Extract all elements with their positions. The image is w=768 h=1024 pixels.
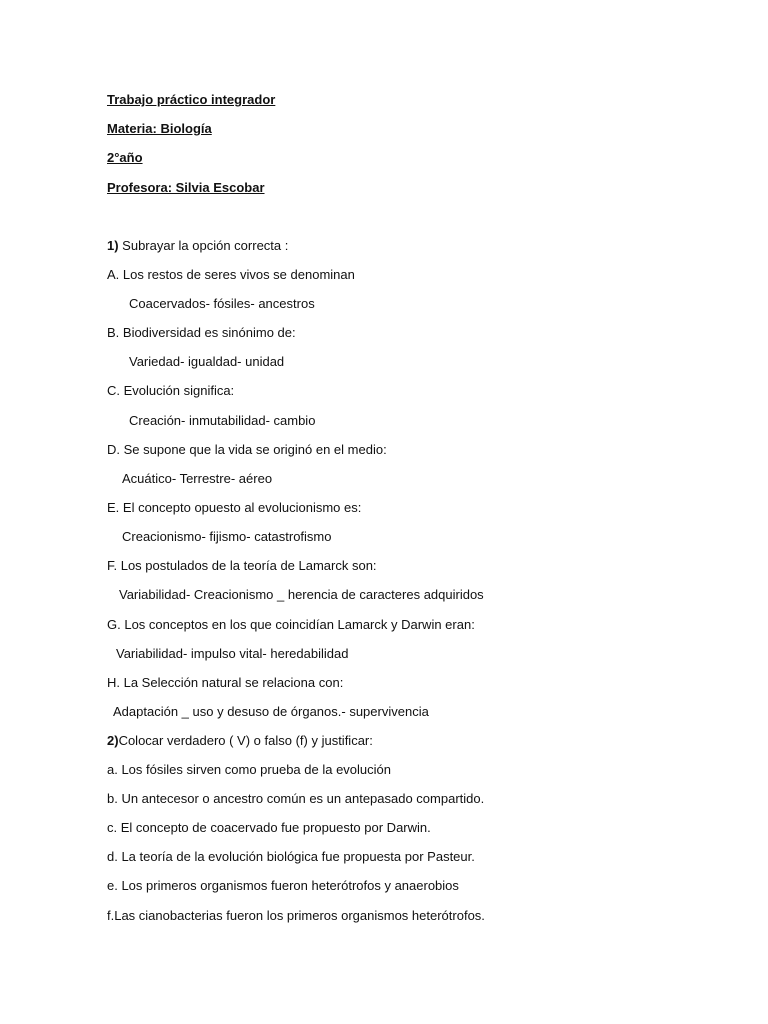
statement-c: c. El concepto de coacervado fue propuesto por Darwin. xyxy=(107,820,431,835)
question-c: C. Evolución significa: xyxy=(107,383,235,398)
question-h: H. La Selección natural se relaciona con: xyxy=(107,675,344,690)
options-a: Coacervados- fósiles- ancestros xyxy=(129,296,315,311)
question-a: A. Los restos de seres vivos se denominan xyxy=(107,267,355,282)
document-title: Trabajo práctico integrador xyxy=(107,92,276,107)
statement-b: b. Un antecesor o ancestro común es un antepasado compartido. xyxy=(107,791,485,806)
section2-number: 2) xyxy=(107,733,119,748)
statement-e: e. Los primeros organismos fueron heterótrofos y anaerobios xyxy=(107,878,459,893)
options-f: Variabilidad- Creacionismo _ herencia de caracteres adquiridos xyxy=(119,587,484,602)
subject-line: Materia: Biología xyxy=(107,121,212,136)
question-g: G. Los conceptos en los que coincidían Lamarck y Darwin eran: xyxy=(107,617,475,632)
section1-number: 1) xyxy=(107,238,119,253)
options-d: Acuático- Terrestre- aéreo xyxy=(122,471,273,486)
statement-f: f.Las cianobacterias fueron los primeros organismos heterótrofos. xyxy=(107,908,485,923)
section2-heading xyxy=(107,733,373,749)
options-h: Adaptación _ uso y desuso de órganos.- supervivencia xyxy=(113,704,429,719)
section1-instruction: Subrayar la opción correcta : xyxy=(118,238,289,253)
question-d: D. Se supone que la vida se originó en el medio: xyxy=(107,442,387,457)
statement-d: d. La teoría de la evolución biológica fue propuesta por Pasteur. xyxy=(107,849,475,864)
options-c: Creación- inmutabilidad- cambio xyxy=(129,413,316,428)
options-b: Variedad- igualdad- unidad xyxy=(129,354,285,369)
year-line: 2°año xyxy=(107,150,143,165)
statement-a: a. Los fósiles sirven como prueba de la evolución xyxy=(107,762,391,777)
section2-instruction: Colocar verdadero ( V) o falso (f) y justificar: xyxy=(118,733,373,748)
question-f: F. Los postulados de la teoría de Lamarck son: xyxy=(107,558,377,573)
section1-heading xyxy=(107,238,288,254)
options-g: Variabilidad- impulso vital- heredabilidad xyxy=(116,646,349,661)
question-e: E. El concepto opuesto al evolucionismo es: xyxy=(107,500,362,515)
options-e: Creacionismo- fijismo- catastrofismo xyxy=(122,529,332,544)
question-b: B. Biodiversidad es sinónimo de: xyxy=(107,325,296,340)
teacher-line: Profesora: Silvia Escobar xyxy=(107,180,265,195)
